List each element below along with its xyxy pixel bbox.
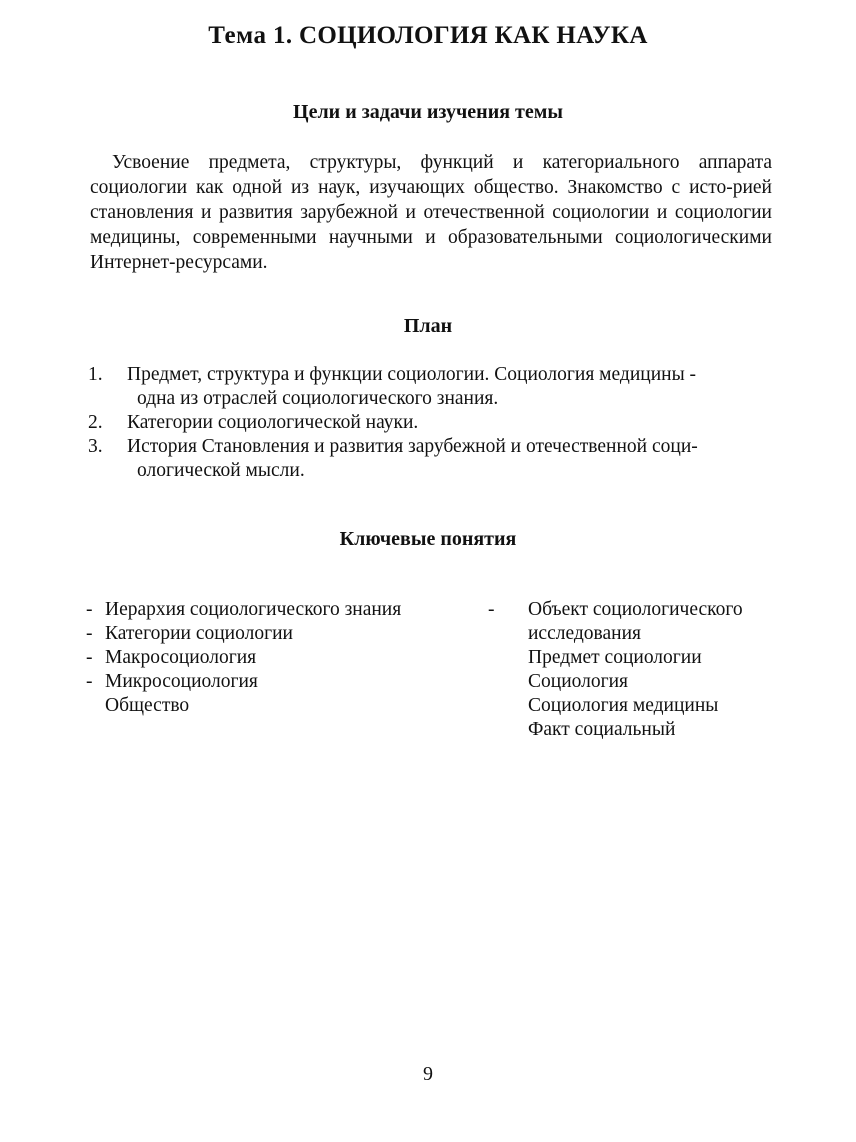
plan-item-number: 2. bbox=[88, 412, 103, 433]
concepts-heading: Ключевые понятия bbox=[339, 528, 517, 550]
concept-item bbox=[488, 670, 808, 694]
concept-item bbox=[86, 694, 466, 718]
goals-paragraph: Усвоение предмета, структуры, функций и категориального аппарата социологии как одной из наук, изучающих общество. Знакомство с исто-рией становления и развития зарубежной и отечественной социологии и социологии медицины, современными научными и образовательными социологическими Интернет-ресурсами. bbox=[90, 152, 772, 273]
plan-list bbox=[0, 363, 856, 483]
concept-label: Иерархия социологического знания bbox=[105, 599, 402, 620]
page-title bbox=[0, 22, 856, 50]
plan-item-3 bbox=[0, 435, 856, 483]
concept-item bbox=[86, 646, 466, 670]
plan-item-text bbox=[127, 363, 769, 411]
plan-item-text bbox=[127, 411, 769, 435]
concept-dash: - bbox=[86, 599, 93, 620]
concept-label: Микросоциология bbox=[105, 671, 258, 692]
concept-label: Предмет социологии bbox=[528, 647, 702, 668]
concept-label: Социология медицины bbox=[528, 695, 719, 716]
concept-label: Объект социологического bbox=[528, 599, 743, 620]
concept-item bbox=[488, 646, 808, 670]
plan-heading: План bbox=[403, 315, 453, 337]
title-number: 1. bbox=[273, 22, 293, 49]
concept-label: Общество bbox=[105, 695, 190, 716]
plan-item-number: 1. bbox=[88, 364, 103, 385]
concept-dash: - bbox=[86, 671, 93, 692]
concept-item bbox=[86, 622, 466, 646]
concept-label: Факт социальный bbox=[528, 719, 676, 740]
title-main: СОЦИОЛОГИЯ КАК НАУКА bbox=[298, 22, 648, 49]
concept-item bbox=[86, 670, 466, 694]
plan-item-line: Категории социологической науки. bbox=[127, 412, 419, 433]
plan-item-line-continued: ологической мысли. bbox=[137, 460, 305, 481]
plan-item-line-continued: одна из отраслей социологического знания. bbox=[137, 388, 499, 409]
plan-item-text bbox=[127, 435, 769, 483]
plan-item-line: История Становления и развития зарубежной и отечественной соци- bbox=[127, 436, 698, 457]
plan-item-line: Предмет, структура и функции социологии. Социология медицины - bbox=[127, 364, 697, 385]
concept-item bbox=[488, 598, 808, 622]
title-prefix: Тема bbox=[208, 22, 267, 49]
plan-item-2 bbox=[0, 411, 856, 435]
concept-item bbox=[488, 718, 808, 742]
concept-label: исследования bbox=[528, 623, 641, 644]
plan-item-number: 3. bbox=[88, 436, 103, 457]
concept-label: Макросоциология bbox=[105, 647, 257, 668]
concept-dash: - bbox=[86, 623, 93, 644]
page-number: 9 bbox=[423, 1063, 433, 1085]
concepts-right-column bbox=[488, 598, 808, 742]
concept-item bbox=[488, 622, 808, 646]
concept-label: Категории социологии bbox=[105, 623, 293, 644]
concept-item bbox=[488, 694, 808, 718]
plan-item-1 bbox=[0, 363, 856, 411]
concept-item bbox=[86, 598, 466, 622]
concepts-left-column bbox=[86, 598, 466, 718]
concept-label: Социология bbox=[528, 671, 629, 692]
goals-heading: Цели и задачи изучения темы bbox=[293, 101, 563, 123]
concept-dash: - bbox=[488, 599, 495, 620]
concept-dash: - bbox=[86, 647, 93, 668]
